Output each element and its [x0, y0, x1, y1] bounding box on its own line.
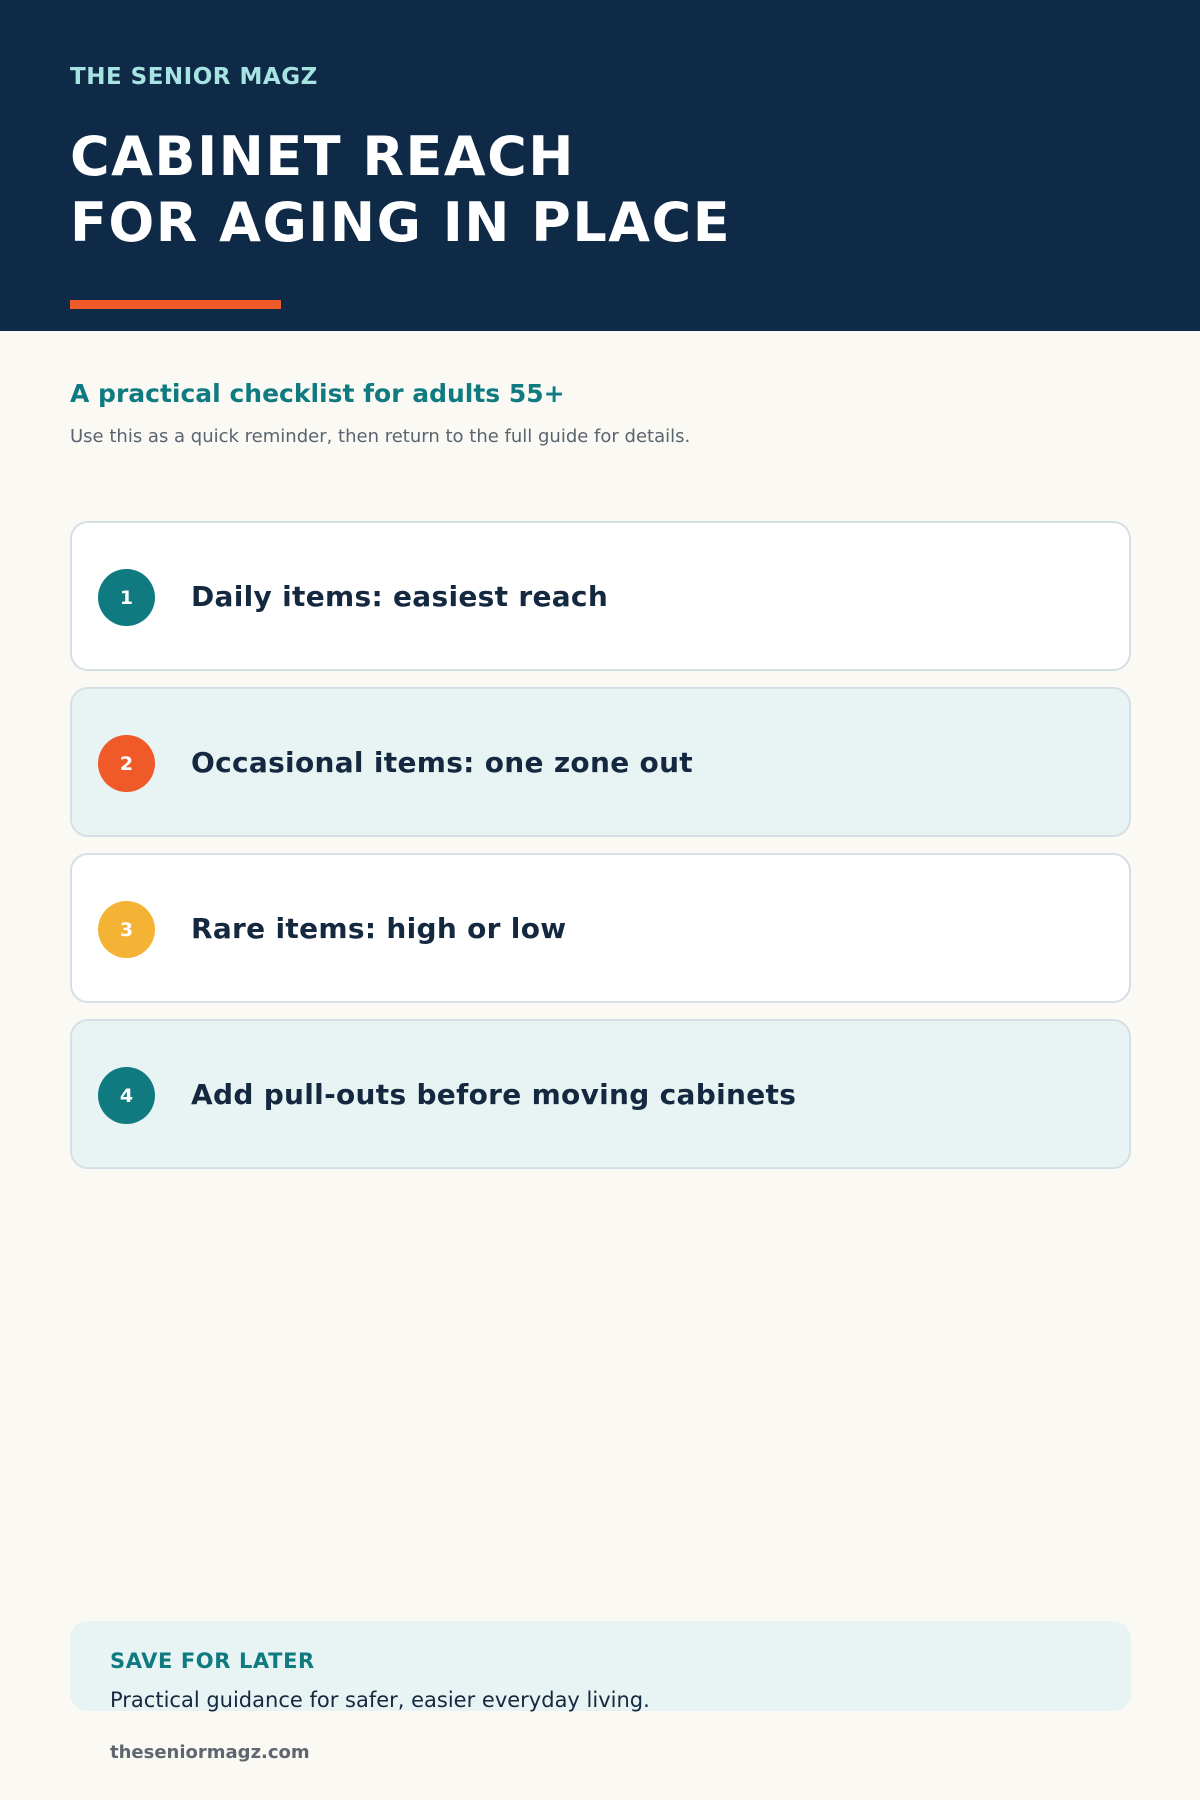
step-number-badge: 1 — [98, 569, 155, 626]
step-number-badge: 3 — [98, 901, 155, 958]
checklist-item-label: Occasional items: one zone out — [191, 745, 693, 779]
header-banner — [0, 0, 1200, 331]
save-for-later-title: SAVE FOR LATER — [110, 1649, 315, 1673]
page-title-line-2: FOR AGING IN PLACE — [70, 191, 732, 254]
checklist-item-4 — [70, 1019, 1131, 1169]
checklist-item-label: Daily items: easiest reach — [191, 579, 609, 613]
checklist-item-1 — [70, 521, 1131, 671]
intro-subtitle: A practical checklist for adults 55+ — [70, 379, 565, 408]
intro-description: Use this as a quick reminder, then return to the full guide for details. — [70, 426, 691, 447]
step-number-badge: 2 — [98, 735, 155, 792]
brand-name: THE SENIOR MAGZ — [70, 64, 318, 90]
checklist-item-2 — [70, 687, 1131, 837]
checklist-item-label: Rare items: high or low — [191, 911, 567, 945]
checklist-item-3 — [70, 853, 1131, 1003]
page-title — [70, 124, 731, 256]
save-for-later-text: Practical guidance for safer, easier everyday living. — [110, 1688, 650, 1712]
page-title-line-1: CABINET REACH — [70, 125, 575, 188]
checklist-item-label: Add pull-outs before moving cabinets — [191, 1077, 797, 1111]
step-number-badge: 4 — [98, 1067, 155, 1124]
website-url: theseniormagz.com — [110, 1742, 310, 1763]
title-accent-bar — [70, 300, 281, 309]
